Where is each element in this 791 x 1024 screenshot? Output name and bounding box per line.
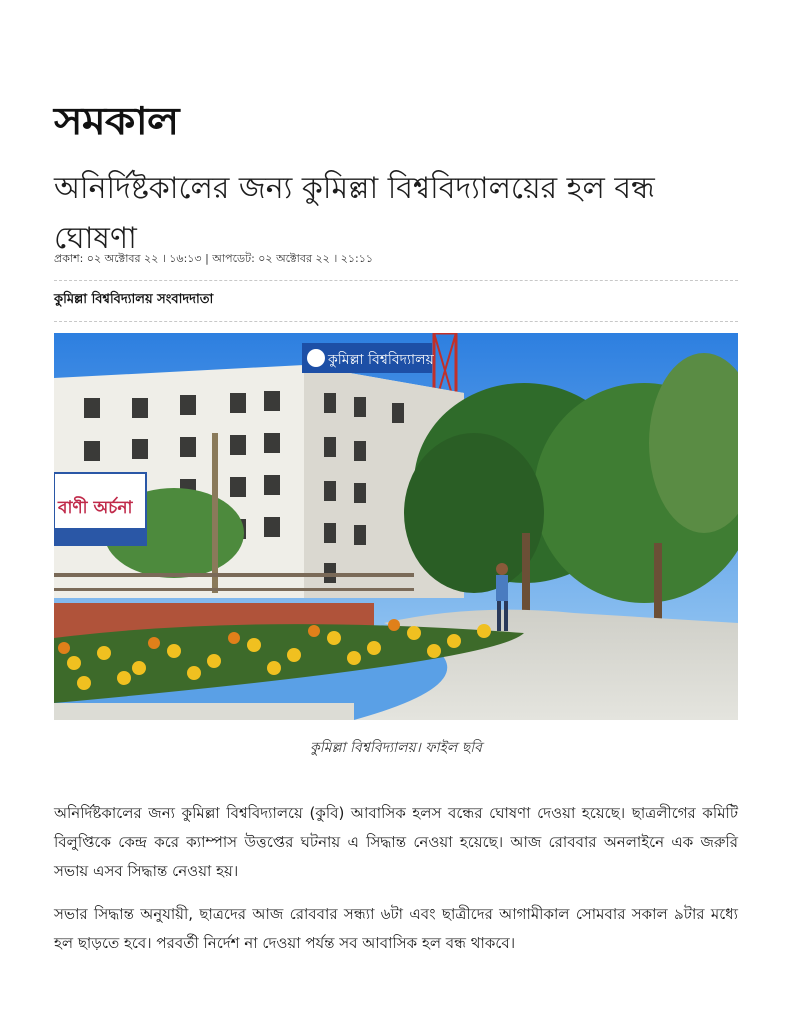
publish-meta: প্রকাশ: ০২ অক্টোবর ২২ । ১৬:১৩ | আপডেট: ০২ অক্টোবর ২২ । ২১:১১ [54,252,374,265]
divider-top [54,280,738,281]
banner-text: বাণী অর্চনা [58,498,133,518]
building-sign-text: কুমিল্লা বিশ্ববিদ্যালয় [328,352,434,368]
campus-photo-illustration [54,333,738,720]
masthead-logo[interactable]: সমকাল [54,98,179,143]
article-photo[interactable] [54,333,738,720]
divider-bottom [54,321,738,322]
byline[interactable]: কুমিল্লা বিশ্ববিদ্যালয় সংবাদদাতা [54,292,214,307]
photo-caption: কুমিল্লা বিশ্ববিদ্যালয়। ফাইল ছবি [310,740,482,756]
headline: অনির্দিষ্টকালের জন্য কুমিল্লা বিশ্ববিদ্যালয়ের হল বন্ধ ঘোষণা [54,171,655,257]
article-paragraph-1: অনির্দিষ্টকালের জন্য কুমিল্লা বিশ্ববিদ্যালয়ে (কুবি) আবাসিক হলস বন্ধের ঘোষণা দেওয়া হয়েছে। ছাত্রলীগের কমিটি বিলুপ্তিকে কেন্দ্র করে ক্যাম্পাস উত্তপ্তের ঘটনায় এ সিদ্ধান্ত নেওয়া হয়েছে। আজ রোববার অনলাইনে এক জরুরি সভায় এসব সিদ্ধান্ত নেওয়া হয়। [54,804,738,880]
article-paragraph-2: সভার সিদ্ধান্ত অনুযায়ী, ছাত্রদের আজ রোববার সন্ধ্যা ৬টা এবং ছাত্রীদের আগামীকাল সোমবার সকাল ৯টার মধ্যে হল ছাড়তে হবে। পরবর্তী নির্দেশ না দেওয়া পর্যন্ত সব আবাসিক হল বন্ধ থাকবে। [54,905,738,952]
